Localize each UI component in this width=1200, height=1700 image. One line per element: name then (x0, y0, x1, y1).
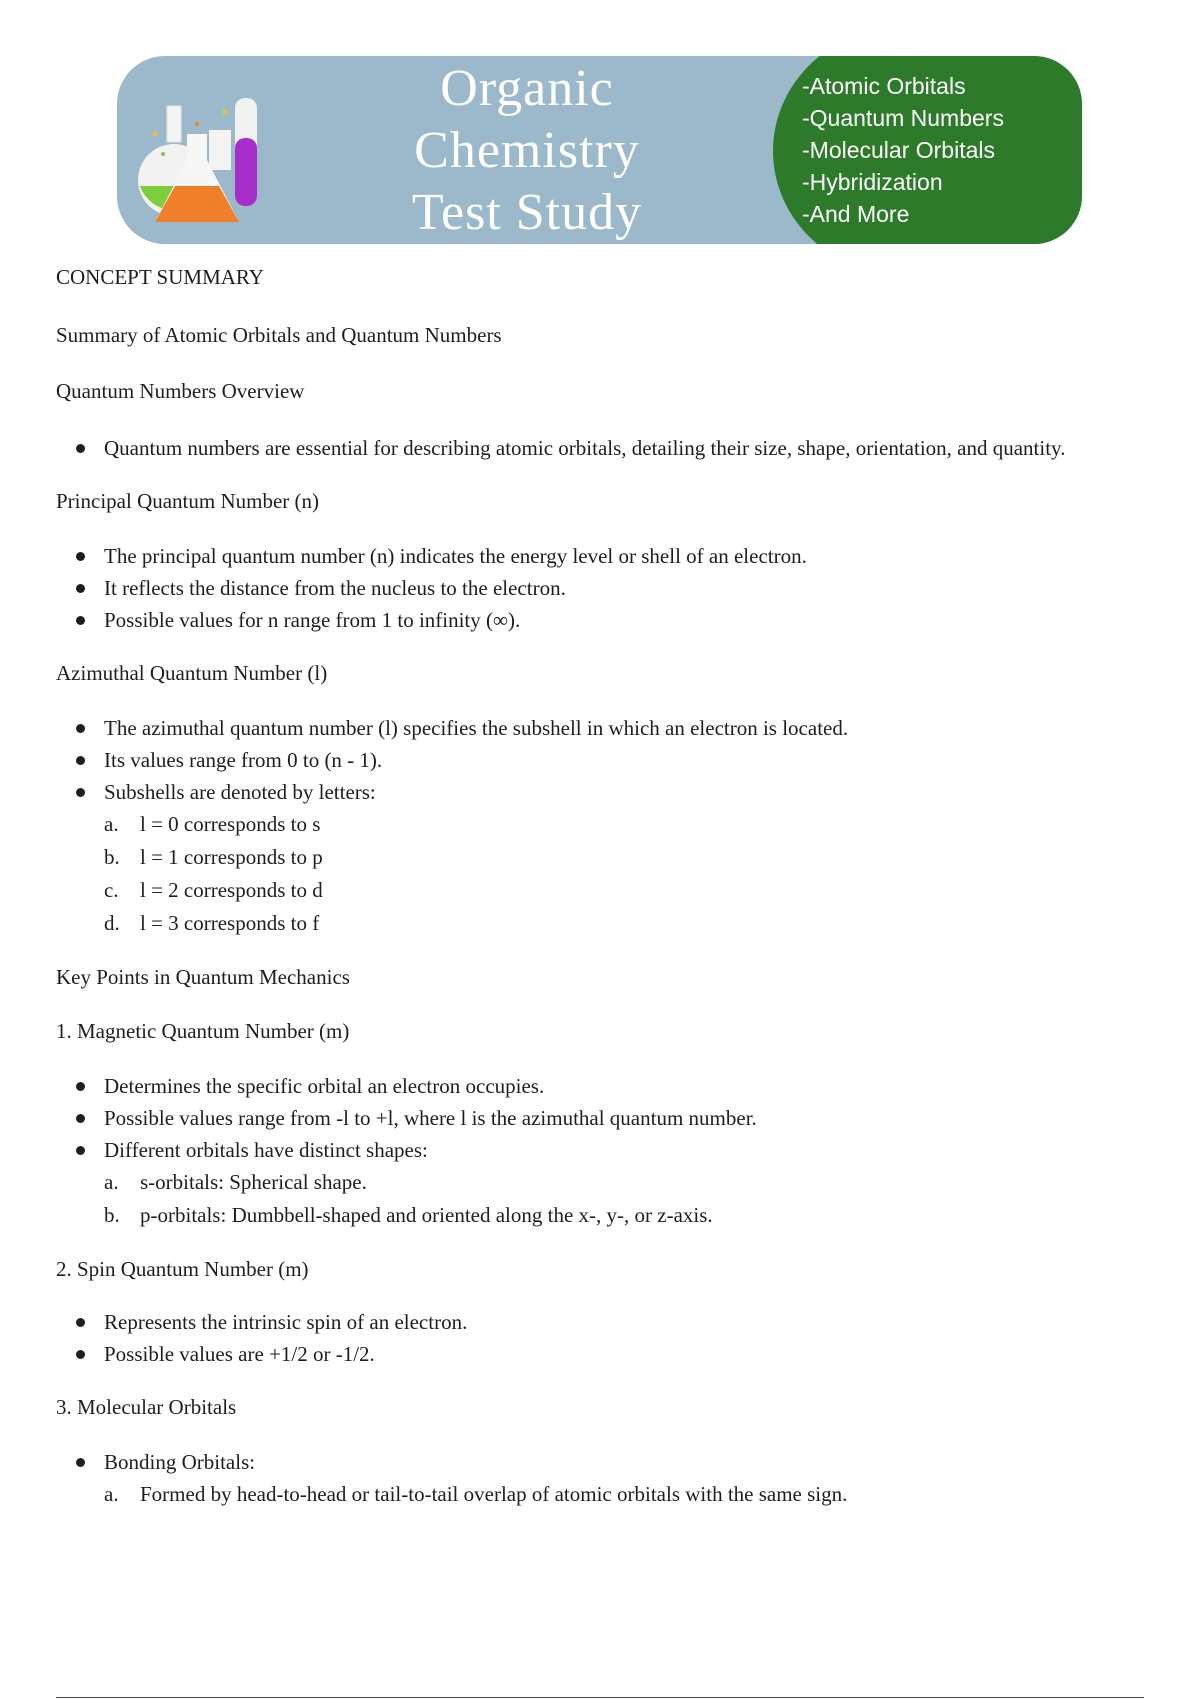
list-item: Different orbitals have distinct shapes: (56, 1134, 1146, 1166)
molecular-heading: 3. Molecular Orbitals (56, 1395, 237, 1419)
title-line-2: Test Study (411, 184, 643, 241)
sub-item-text: s-orbitals: Spherical shape. (140, 1170, 367, 1194)
list-item: Quantum numbers are essential for describing atomic orbitals, detailing their size, shape, orientation, and quantity. (56, 432, 1146, 464)
topic-item: -And More (802, 201, 910, 227)
list-marker: c. (104, 878, 119, 902)
list-item: Possible values are +1/2 or -1/2. (56, 1338, 1146, 1370)
sub-list-item (56, 1478, 1146, 1511)
topic-item: -Hybridization (802, 169, 943, 195)
list-item: The azimuthal quantum number (l) specifies the subshell in which an electron is located. (56, 712, 1146, 744)
document-body (56, 262, 1146, 1511)
topic-item: -Atomic Orbitals (802, 73, 966, 99)
azimuthal-list (56, 712, 1146, 808)
key-points-heading: Key Points in Quantum Mechanics (56, 965, 350, 989)
list-marker: a. (104, 812, 119, 836)
spin-heading: 2. Spin Quantum Number (m) (56, 1257, 309, 1281)
sub-item-text: l = 2 corresponds to d (140, 878, 323, 902)
sub-item-text: l = 1 corresponds to p (140, 845, 323, 869)
list-item: Possible values for n range from 1 to infinity (∞). (56, 604, 1146, 636)
list-item: Bonding Orbitals: (56, 1446, 1146, 1478)
bonding-orbitals-list (56, 1478, 1146, 1511)
topic-item: -Quantum Numbers (802, 105, 1004, 131)
orbital-shapes-list (56, 1166, 1146, 1232)
qn-overview-heading: Quantum Numbers Overview (56, 379, 305, 403)
summary-heading: Summary of Atomic Orbitals and Quantum Numbers (56, 323, 502, 347)
guide-title (332, 58, 722, 244)
header-banner (117, 56, 1082, 244)
sub-item-text: Formed by head-to-head or tail-to-tail overlap of atomic orbitals with the same sign. (140, 1482, 848, 1506)
magnetic-heading: 1. Magnetic Quantum Number (m) (56, 1019, 350, 1043)
principal-list (56, 540, 1146, 636)
sub-item-text: l = 3 corresponds to f (140, 911, 320, 935)
title-line-1: Organic Chemistry (414, 60, 640, 179)
list-marker: b. (104, 1203, 120, 1227)
subshell-list (56, 808, 1146, 940)
principal-heading: Principal Quantum Number (n) (56, 489, 320, 513)
list-marker: d. (104, 911, 120, 935)
sub-list-item (56, 1199, 1146, 1232)
list-marker: a. (104, 1170, 119, 1194)
list-item: Possible values range from -l to +l, where l is the azimuthal quantum number. (56, 1102, 1146, 1134)
topic-item: -Molecular Orbitals (802, 137, 995, 163)
list-item: It reflects the distance from the nucleus to the electron. (56, 572, 1146, 604)
concept-summary-heading: CONCEPT SUMMARY (56, 265, 264, 289)
sub-list-item (56, 808, 1146, 841)
azimuthal-heading: Azimuthal Quantum Number (l) (56, 661, 328, 685)
qn-overview-list (56, 432, 1146, 464)
list-item: Subshells are denoted by letters: (56, 776, 1146, 808)
magnetic-list (56, 1070, 1146, 1166)
sub-list-item (56, 1166, 1146, 1199)
sub-list-item (56, 874, 1146, 907)
list-item: Represents the intrinsic spin of an electron. (56, 1306, 1146, 1338)
sub-list-item (56, 907, 1146, 940)
lab-flasks-icon (135, 94, 265, 224)
page-bottom-rule (56, 1697, 1144, 1698)
topics-list (802, 70, 1004, 230)
list-item: Determines the specific orbital an electron occupies. (56, 1070, 1146, 1102)
sub-item-text: p-orbitals: Dumbbell-shaped and oriented along the x-, y-, or z-axis. (140, 1203, 713, 1227)
list-item: Its values range from 0 to (n - 1). (56, 744, 1146, 776)
list-item: The principal quantum number (n) indicates the energy level or shell of an electron. (56, 540, 1146, 572)
sub-item-text: l = 0 corresponds to s (140, 812, 321, 836)
list-marker: b. (104, 845, 120, 869)
list-marker: a. (104, 1482, 119, 1506)
spin-list (56, 1306, 1146, 1370)
molecular-list (56, 1446, 1146, 1478)
sub-list-item (56, 841, 1146, 874)
